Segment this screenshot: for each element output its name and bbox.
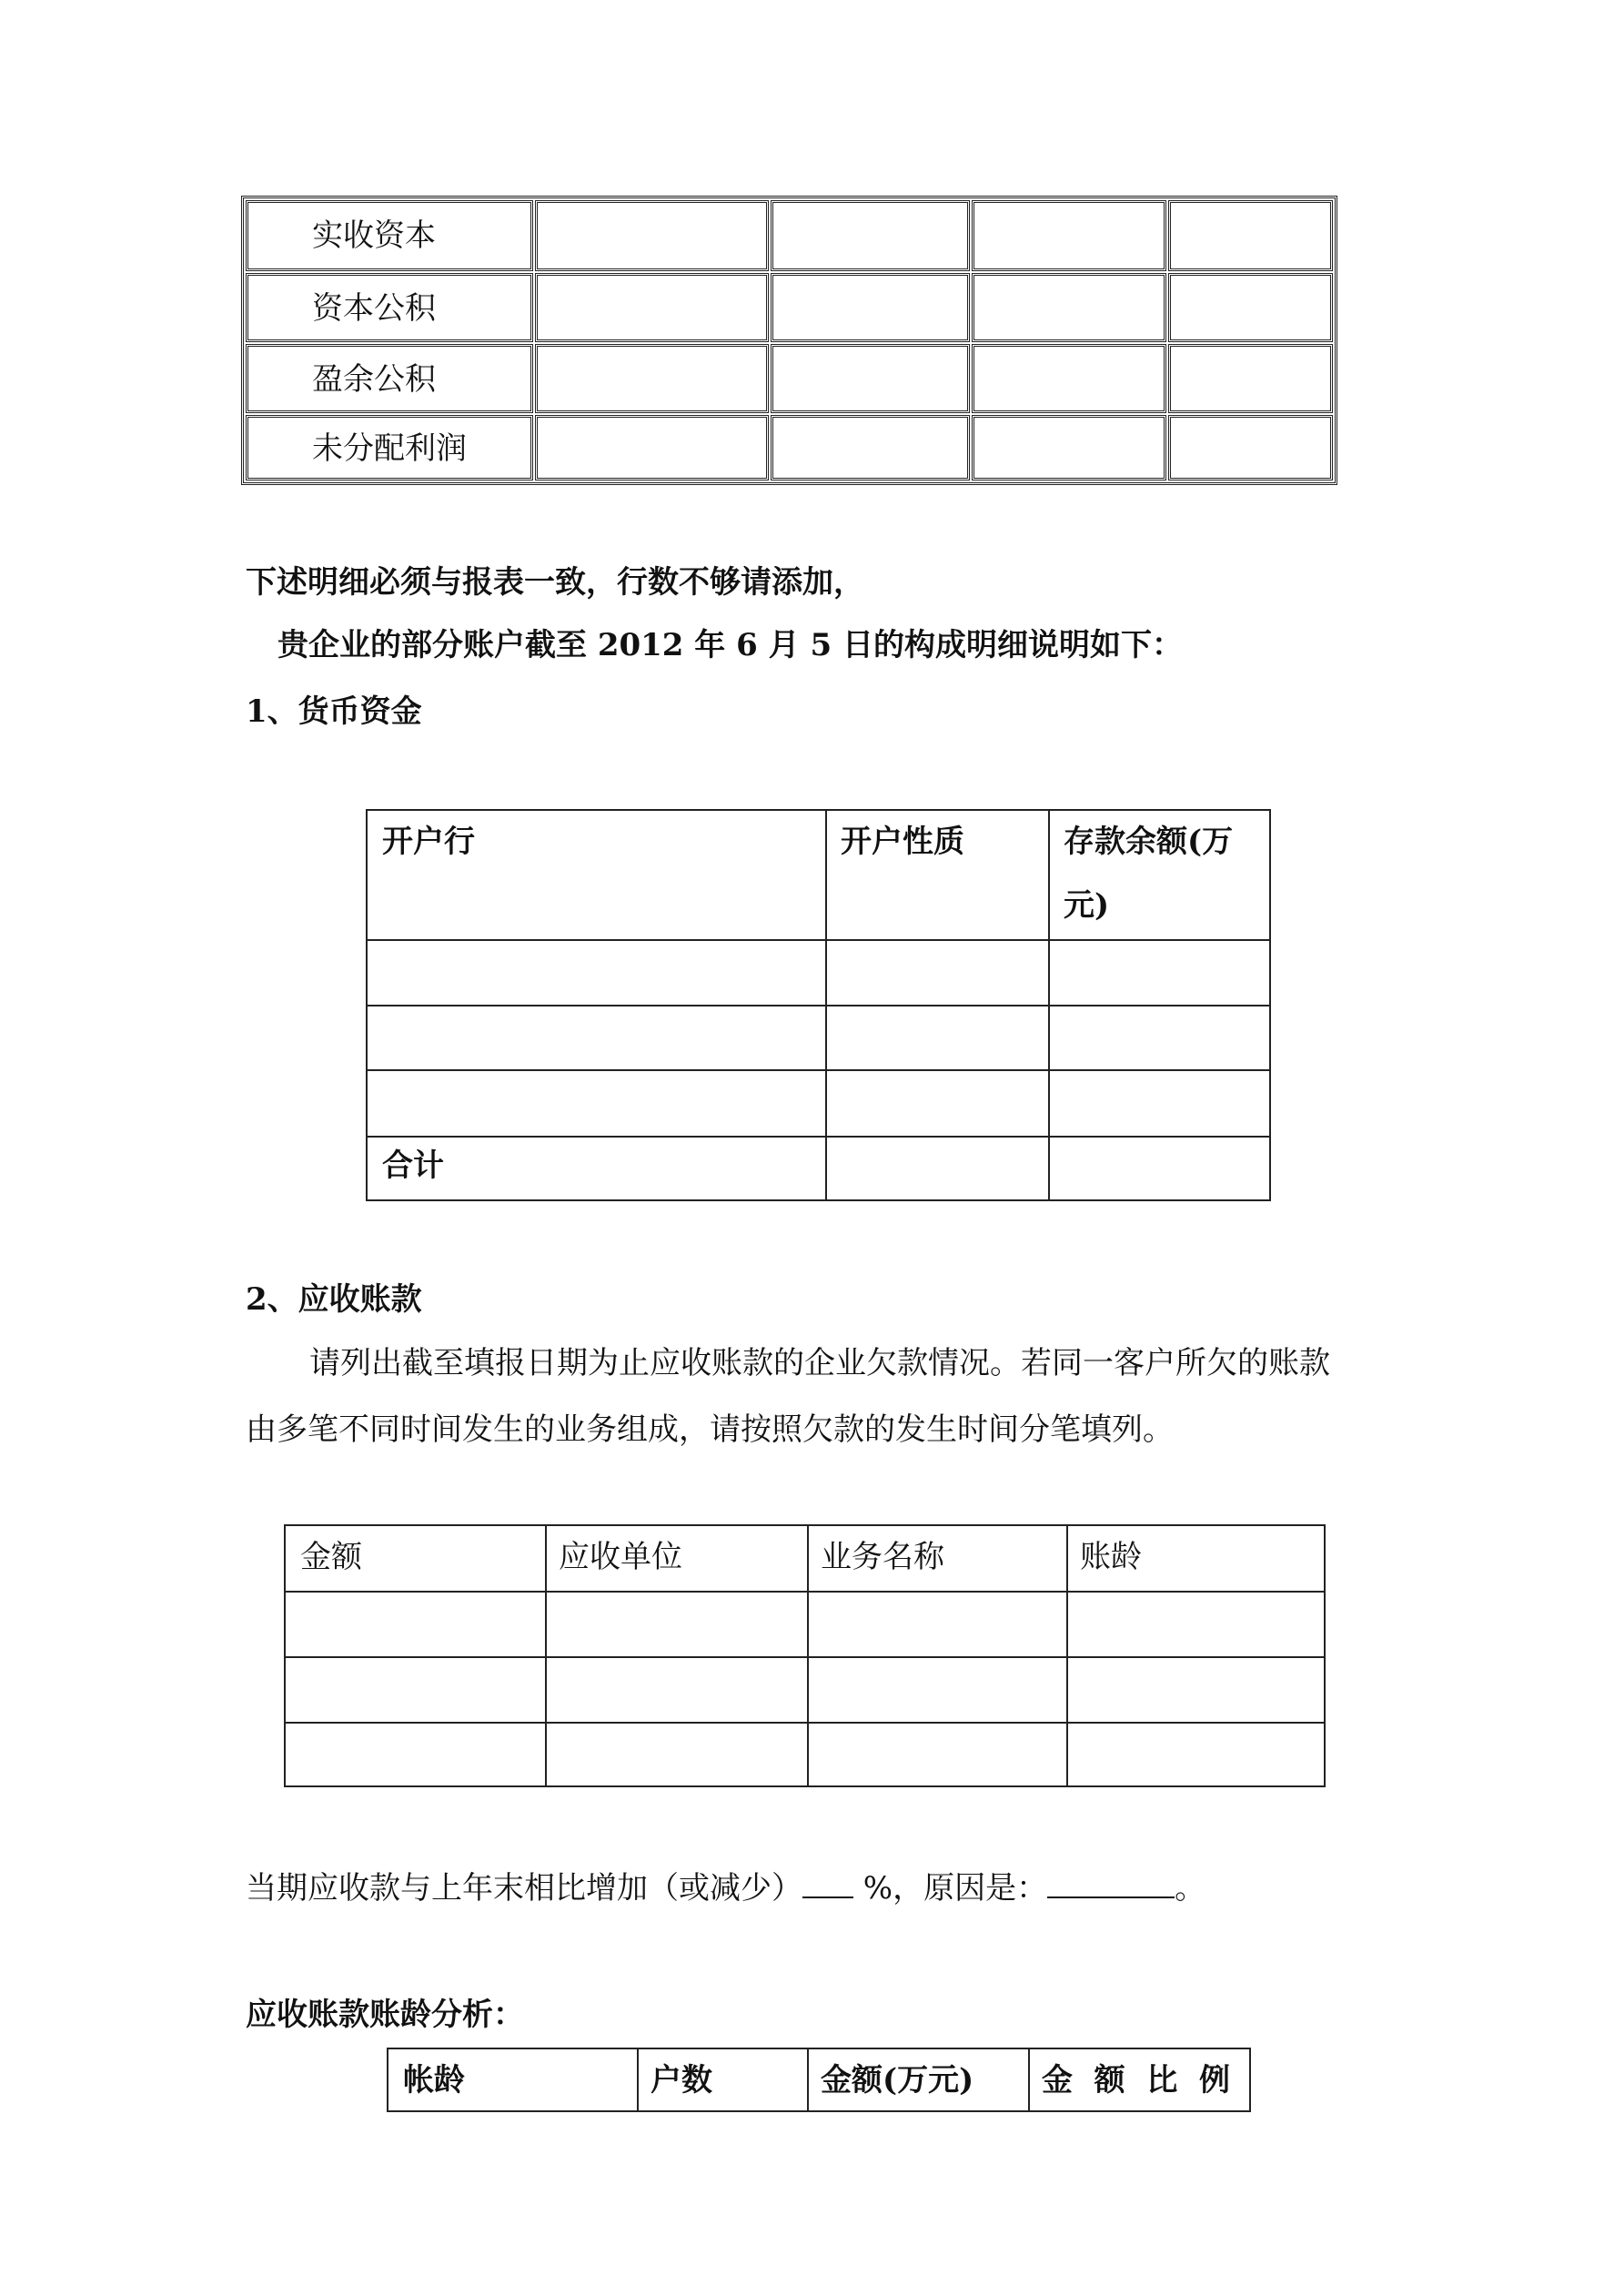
equity-table: [241, 196, 1337, 485]
equity-value-cell[interactable]: [972, 344, 1166, 413]
equity-label-cell: [246, 273, 533, 342]
equity-value-cell[interactable]: [972, 415, 1166, 480]
header-ratio: 金 额 比 例: [1042, 2062, 1231, 2099]
equity-value-cell[interactable]: [535, 273, 769, 342]
equity-label-cell: [246, 415, 533, 480]
section-heading-receivables: 2、应收账款: [246, 1281, 422, 1318]
equity-value-cell[interactable]: [535, 415, 769, 480]
change-pct-suffix: %，原因是：: [853, 1870, 1048, 1907]
header-bank: 开户行: [382, 824, 475, 860]
change-prefix: 当期应收款与上年末相比增加（或减少）: [246, 1870, 802, 1907]
change-end: 。: [1175, 1870, 1206, 1907]
section-heading-cash: 1、货币资金: [246, 693, 422, 730]
equity-value-cell[interactable]: [771, 200, 970, 271]
total-label: 合计: [382, 1148, 444, 1184]
equity-value-cell[interactable]: [1168, 200, 1333, 271]
header-amount-wan: 金额(万元): [821, 2062, 974, 2099]
equity-value-cell[interactable]: [972, 273, 1166, 342]
equity-label-cell: [246, 200, 533, 271]
equity-value-cell[interactable]: [771, 273, 970, 342]
change-reason-blank[interactable]: [1047, 1869, 1175, 1898]
equity-row-label: 资本公积: [312, 290, 436, 327]
equity-row-label: 实收资本: [312, 217, 436, 254]
cash-table: [366, 809, 1271, 1201]
equity-row-label: 未分配利润: [312, 430, 467, 467]
header-aging-period: 帐龄: [403, 2062, 465, 2099]
equity-value-cell[interactable]: [1168, 273, 1333, 342]
header-balance: 存款余额(万: [1064, 824, 1234, 860]
instruction-line: 下述明细必须与报表一致，行数不够请添加，: [246, 564, 864, 601]
receivables-table: [284, 1524, 1326, 1787]
receivables-instruction-cont: 由多笔不同时间发生的业务组成，请按照欠款的发生时间分笔填列。: [246, 1411, 1174, 1448]
equity-value-cell[interactable]: [1168, 344, 1333, 413]
equity-value-cell[interactable]: [771, 415, 970, 480]
equity-value-cell[interactable]: [535, 344, 769, 413]
change-percent-blank[interactable]: [802, 1869, 853, 1898]
statement-date-line: 贵企业的部分账户截至 2012 年 6 月 5 日的构成明细说明如下：: [277, 627, 1183, 663]
header-account-type: 开户性质: [841, 824, 964, 860]
equity-value-cell[interactable]: [771, 344, 970, 413]
equity-value-cell[interactable]: [535, 200, 769, 271]
header-count: 户数: [651, 2062, 712, 2099]
header-age: 账龄: [1080, 1539, 1142, 1575]
header-debtor: 应收单位: [559, 1539, 682, 1575]
receivables-change-line: [246, 1869, 1205, 1907]
header-balance-unit: 元): [1064, 887, 1110, 924]
equity-value-cell[interactable]: [1168, 415, 1333, 480]
aging-title: 应收账款账龄分析：: [246, 1997, 524, 2033]
equity-label-cell: [246, 344, 533, 413]
header-amount: 金额: [300, 1539, 362, 1575]
receivables-instruction: 请列出截至填报日期为止应收账款的企业欠款情况。若同一客户所欠的账款: [309, 1345, 1330, 1381]
aging-table: [387, 2048, 1251, 2112]
equity-value-cell[interactable]: [972, 200, 1166, 271]
header-business: 业务名称: [821, 1539, 944, 1575]
equity-row-label: 盈余公积: [312, 361, 436, 398]
